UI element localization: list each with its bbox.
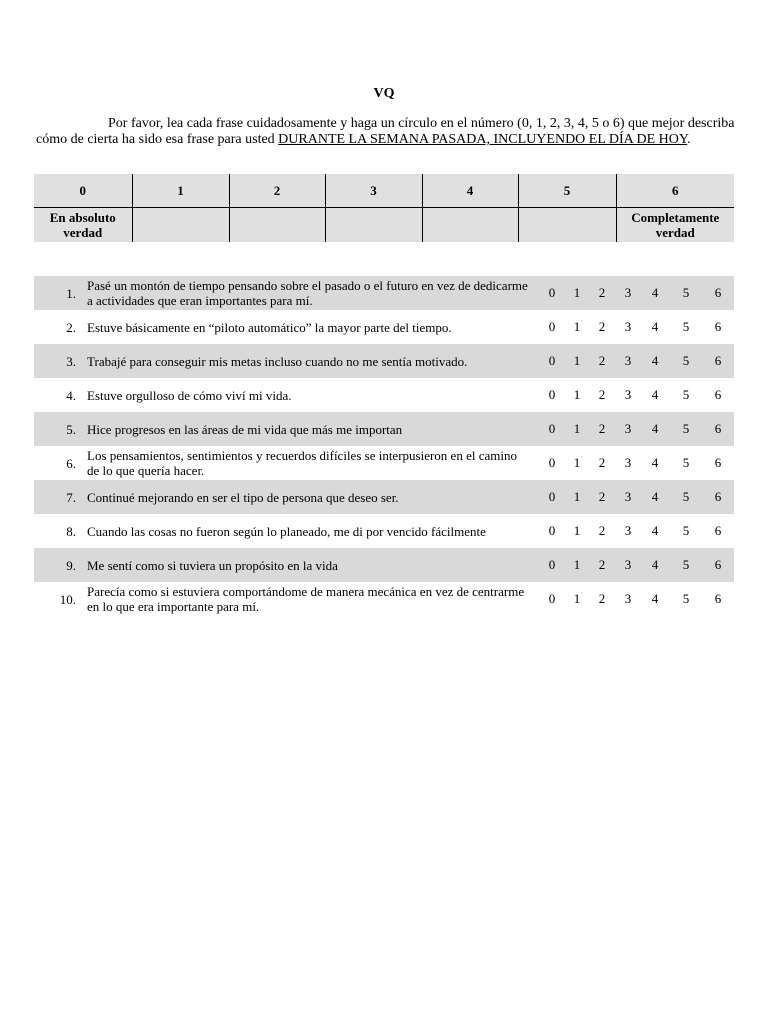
scale-number-4: 4 bbox=[422, 174, 518, 208]
answer-option-6[interactable]: 6 bbox=[714, 353, 722, 368]
answer-option-4[interactable]: 4 bbox=[651, 523, 659, 538]
answer-option-0[interactable]: 0 bbox=[548, 557, 556, 572]
answer-option-2[interactable]: 2 bbox=[598, 353, 606, 368]
answer-option-1[interactable]: 1 bbox=[573, 387, 581, 402]
answer-options bbox=[538, 582, 734, 616]
rating-scale-table bbox=[34, 174, 734, 242]
answer-option-5[interactable]: 5 bbox=[682, 455, 690, 470]
answer-option-0[interactable]: 0 bbox=[548, 353, 556, 368]
answer-option-1[interactable]: 1 bbox=[573, 319, 581, 334]
answer-option-4[interactable]: 4 bbox=[651, 591, 659, 606]
question-text: Parecía como si estuviera comportándome de manera mecánica en vez de centrarme en lo que era importante para mí. bbox=[87, 584, 525, 614]
answer-option-4[interactable]: 4 bbox=[651, 455, 659, 470]
answer-option-1[interactable]: 1 bbox=[573, 523, 581, 538]
answer-option-4[interactable]: 4 bbox=[651, 353, 659, 368]
question-row bbox=[34, 412, 734, 446]
answer-option-2[interactable]: 2 bbox=[598, 421, 606, 436]
answer-option-4[interactable]: 4 bbox=[651, 387, 659, 402]
answer-option-2[interactable]: 2 bbox=[598, 387, 606, 402]
answer-option-2[interactable]: 2 bbox=[598, 591, 606, 606]
answer-option-1[interactable]: 1 bbox=[573, 353, 581, 368]
scale-label-3 bbox=[325, 208, 422, 243]
answer-option-5[interactable]: 5 bbox=[682, 319, 690, 334]
scale-label-min: En absoluto verdad bbox=[34, 208, 132, 243]
answer-option-5[interactable]: 5 bbox=[682, 523, 690, 538]
question-text: Pasé un montón de tiempo pensando sobre el pasado o el futuro en vez de dedicarme a actividades que eran importantes para mí. bbox=[87, 278, 528, 308]
answer-options bbox=[538, 514, 734, 548]
question-number: 2. bbox=[66, 319, 76, 335]
question-number: 6. bbox=[66, 455, 76, 471]
answer-option-5[interactable]: 5 bbox=[682, 387, 690, 402]
answer-option-2[interactable]: 2 bbox=[598, 285, 606, 300]
answer-option-1[interactable]: 1 bbox=[573, 591, 581, 606]
answer-option-2[interactable]: 2 bbox=[598, 489, 606, 504]
scale-number-6: 6 bbox=[616, 174, 734, 208]
answer-option-6[interactable]: 6 bbox=[714, 421, 722, 436]
answer-option-0[interactable]: 0 bbox=[548, 455, 556, 470]
answer-option-3[interactable]: 3 bbox=[624, 353, 632, 368]
question-number: 1. bbox=[66, 285, 76, 301]
question-number: 8. bbox=[66, 523, 76, 539]
answer-option-6[interactable]: 6 bbox=[714, 455, 722, 470]
question-text: Estuve básicamente en “piloto automático” la mayor parte del tiempo. bbox=[87, 319, 452, 335]
page-title: VQ bbox=[373, 86, 395, 101]
answer-option-0[interactable]: 0 bbox=[548, 489, 556, 504]
answer-options bbox=[538, 378, 734, 412]
answer-option-0[interactable]: 0 bbox=[548, 285, 556, 300]
scale-label-5 bbox=[518, 208, 616, 243]
scale-number-3: 3 bbox=[325, 174, 422, 208]
question-row bbox=[34, 446, 734, 480]
answer-option-0[interactable]: 0 bbox=[548, 421, 556, 436]
answer-option-3[interactable]: 3 bbox=[624, 489, 632, 504]
question-number: 4. bbox=[66, 387, 76, 403]
instructions-text: Por favor, lea cada frase cuidadosamente y haga un círculo en el número (0, 1, 2, 3, 4, 5 o 6) que mejor describa cómo de cierta ha sido esa frase para usted bbox=[36, 116, 735, 147]
answer-option-6[interactable]: 6 bbox=[714, 319, 722, 334]
answer-option-3[interactable]: 3 bbox=[624, 319, 632, 334]
question-row bbox=[34, 378, 734, 412]
question-number: 5. bbox=[66, 421, 76, 437]
question-list bbox=[34, 276, 734, 616]
scale-label-1 bbox=[132, 208, 229, 243]
answer-option-4[interactable]: 4 bbox=[651, 557, 659, 572]
instructions-end: . bbox=[687, 132, 691, 147]
answer-option-3[interactable]: 3 bbox=[624, 285, 632, 300]
answer-option-2[interactable]: 2 bbox=[598, 557, 606, 572]
scale-number-5: 5 bbox=[518, 174, 616, 208]
question-row bbox=[34, 582, 734, 616]
answer-option-4[interactable]: 4 bbox=[651, 421, 659, 436]
answer-option-5[interactable]: 5 bbox=[682, 489, 690, 504]
answer-option-3[interactable]: 3 bbox=[624, 557, 632, 572]
answer-option-5[interactable]: 5 bbox=[682, 421, 690, 436]
answer-option-3[interactable]: 3 bbox=[624, 455, 632, 470]
question-number: 10. bbox=[59, 591, 76, 607]
answer-option-1[interactable]: 1 bbox=[573, 489, 581, 504]
answer-option-3[interactable]: 3 bbox=[624, 591, 632, 606]
answer-option-1[interactable]: 1 bbox=[573, 285, 581, 300]
answer-option-5[interactable]: 5 bbox=[682, 591, 690, 606]
answer-option-5[interactable]: 5 bbox=[682, 353, 690, 368]
question-row bbox=[34, 310, 734, 344]
answer-option-3[interactable]: 3 bbox=[624, 523, 632, 538]
scale-number-1: 1 bbox=[132, 174, 229, 208]
question-text: Estuve orgulloso de cómo viví mi vida. bbox=[87, 387, 292, 403]
question-text: Continué mejorando en ser el tipo de persona que deseo ser. bbox=[87, 489, 399, 505]
answer-options bbox=[538, 480, 734, 514]
instructions bbox=[36, 116, 736, 148]
answer-option-1[interactable]: 1 bbox=[573, 421, 581, 436]
answer-option-3[interactable]: 3 bbox=[624, 387, 632, 402]
answer-option-0[interactable]: 0 bbox=[548, 523, 556, 538]
question-number: 7. bbox=[66, 489, 76, 505]
answer-option-0[interactable]: 0 bbox=[548, 387, 556, 402]
answer-option-6[interactable]: 6 bbox=[714, 285, 722, 300]
question-number: 3. bbox=[66, 353, 76, 369]
question-text: Hice progresos en las áreas de mi vida que más me importan bbox=[87, 421, 403, 437]
instructions-timeframe: DURANTE LA SEMANA PASADA, INCLUYENDO EL DÍA DE HOY bbox=[278, 132, 688, 147]
scale-label-max: Completamente verdad bbox=[616, 208, 734, 243]
scale-number-0: 0 bbox=[34, 174, 132, 208]
question-text: Los pensamientos, sentimientos y recuerdos difíciles se interpusieron en el camino de lo que quería hacer. bbox=[87, 448, 517, 478]
question-row bbox=[34, 480, 734, 514]
question-text: Cuando las cosas no fueron según lo planeado, me di por vencido fácilmente bbox=[87, 523, 486, 539]
question-text: Me sentí como si tuviera un propósito en la vida bbox=[87, 557, 338, 573]
answer-option-1[interactable]: 1 bbox=[573, 455, 581, 470]
answer-option-2[interactable]: 2 bbox=[598, 319, 606, 334]
answer-option-5[interactable]: 5 bbox=[682, 285, 690, 300]
answer-option-2[interactable]: 2 bbox=[598, 455, 606, 470]
answer-option-6[interactable]: 6 bbox=[714, 489, 722, 504]
answer-option-6[interactable]: 6 bbox=[714, 387, 722, 402]
answer-option-3[interactable]: 3 bbox=[624, 421, 632, 436]
answer-option-0[interactable]: 0 bbox=[548, 319, 556, 334]
answer-options bbox=[538, 344, 734, 378]
answer-options bbox=[538, 446, 734, 480]
question-row bbox=[34, 276, 734, 310]
answer-options bbox=[538, 310, 734, 344]
question-row bbox=[34, 514, 734, 548]
question-row bbox=[34, 344, 734, 378]
answer-options bbox=[538, 412, 734, 446]
answer-option-4[interactable]: 4 bbox=[651, 285, 659, 300]
scale-number-2: 2 bbox=[229, 174, 325, 208]
answer-option-6[interactable]: 6 bbox=[714, 591, 722, 606]
answer-options bbox=[538, 276, 734, 310]
answer-options bbox=[538, 548, 734, 582]
answer-option-6[interactable]: 6 bbox=[714, 557, 722, 572]
question-row bbox=[34, 548, 734, 582]
answer-option-6[interactable]: 6 bbox=[714, 523, 722, 538]
answer-option-5[interactable]: 5 bbox=[682, 557, 690, 572]
question-text: Trabajé para conseguir mis metas incluso cuando no me sentía motivado. bbox=[87, 353, 468, 369]
answer-option-1[interactable]: 1 bbox=[573, 557, 581, 572]
scale-label-4 bbox=[422, 208, 518, 243]
answer-option-0[interactable]: 0 bbox=[548, 591, 556, 606]
scale-label-2 bbox=[229, 208, 325, 243]
question-number: 9. bbox=[66, 557, 76, 573]
answer-option-4[interactable]: 4 bbox=[651, 319, 659, 334]
answer-option-2[interactable]: 2 bbox=[598, 523, 606, 538]
answer-option-4[interactable]: 4 bbox=[651, 489, 659, 504]
